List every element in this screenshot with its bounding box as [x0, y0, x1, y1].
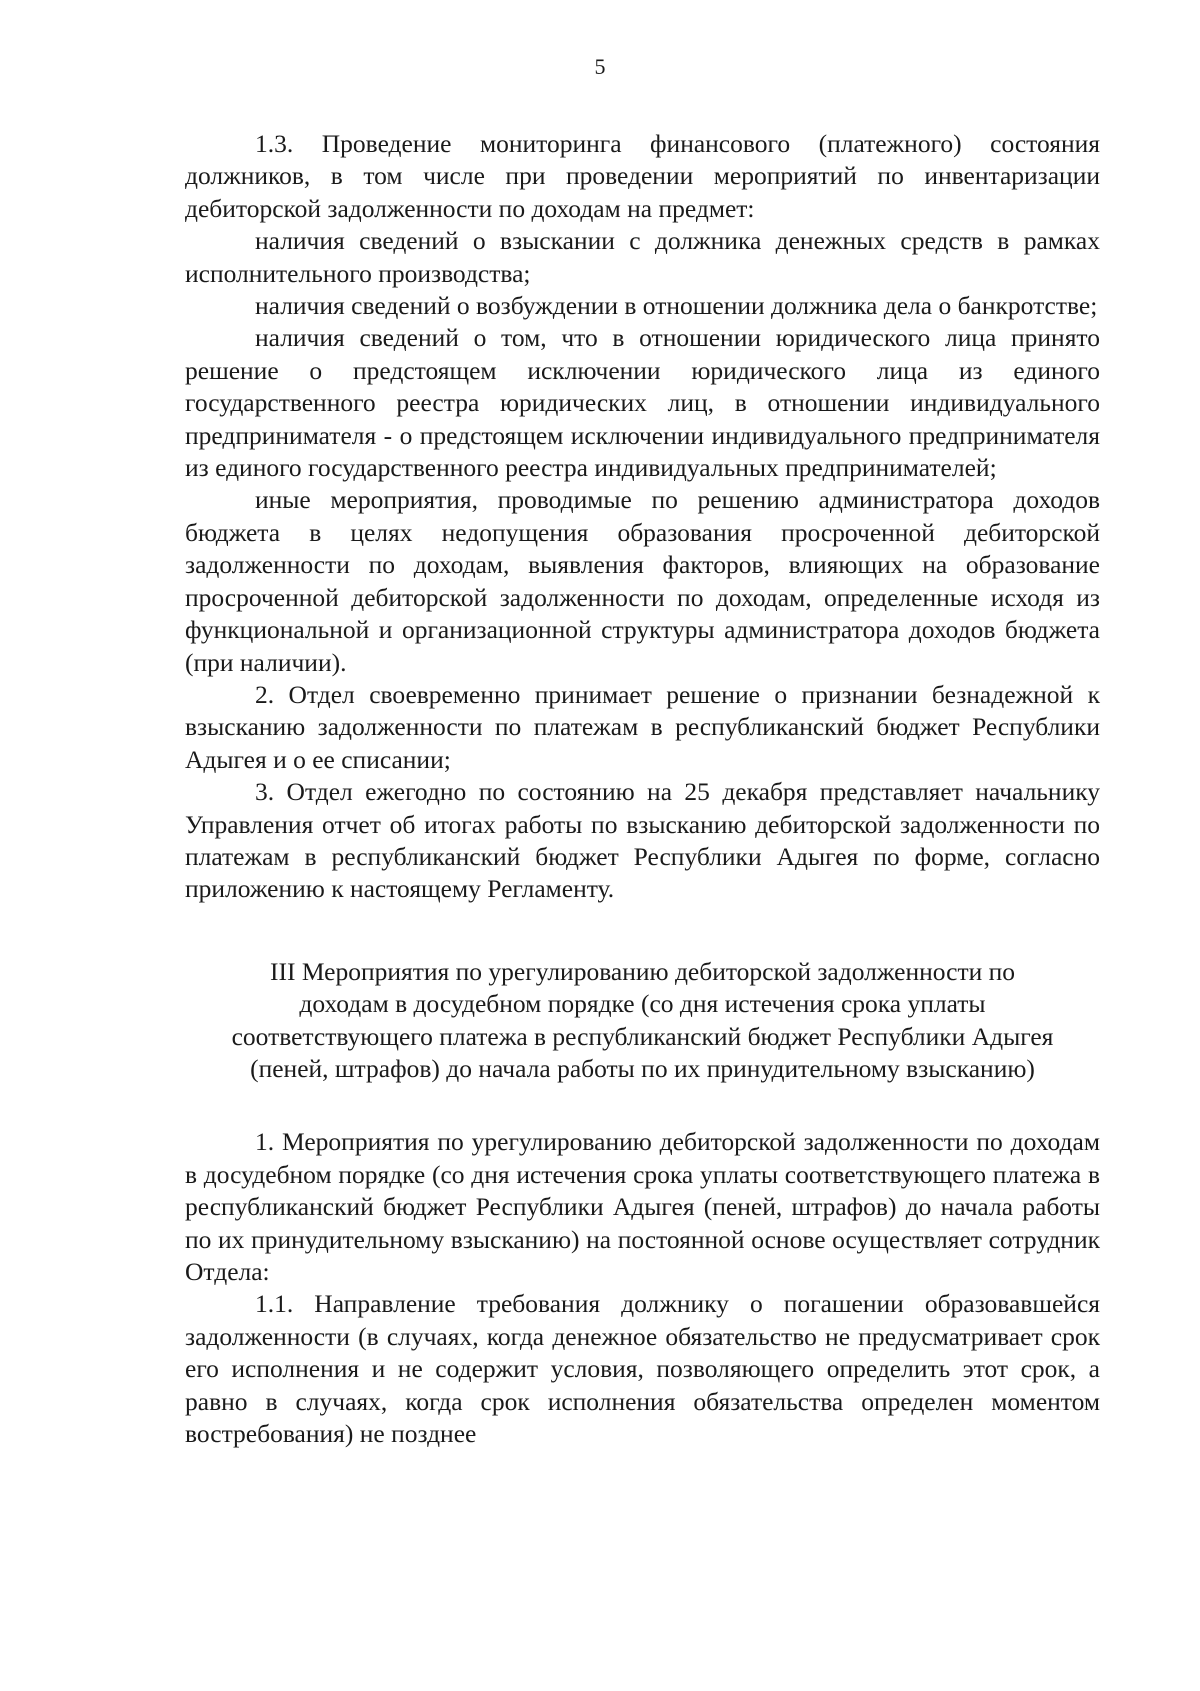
paragraph-3-annual-report: 3. Отдел ежегодно по состоянию на 25 декабря представляет начальнику Управления отчет об итогах работы по взысканию дебиторской задолженности по платежам в республиканский бюджет Республики Адыгея по форме, согласно приложению к настоящему Регламенту. [185, 777, 1100, 904]
paragraph-enforcement-info: наличия сведений о взыскании с должника денежных средств в рамках исполнительного производства; [185, 226, 1100, 288]
paragraph-exclusion-info: наличия сведений о том, что в отношении юридического лица принято решение о предстоящем исключении юридического лица из единого государственного реестра юридических лиц, в отношении индивидуального предпринимателя - о предстоящем исключении индивидуального предпринимателя из единого государственного реестра индивидуальных предпринимателей; [185, 323, 1100, 483]
paragraph-other-measures: иные мероприятия, проводимые по решению администратора доходов бюджета в целях недопущения образования просроченной дебиторской задолженности по доходам, выявления факторов, влияющих на образование просроченной дебиторской задолженности по доходам, определенные исходя из функциональной и организационной структуры администратора доходов бюджета (при наличии). [185, 485, 1100, 677]
paragraph-2-write-off: 2. Отдел своевременно принимает решение о признании безнадежной к взысканию задолженности по платежам в республиканский бюджет Республики Адыгея и о ее списании; [185, 679, 1100, 774]
section-3-heading: III Мероприятия по урегулированию дебиторской задолженности по доходам в досудебном порядке (со дня истечения срока уплаты соответствующего платежа в республиканский бюджет Республики Адыгея (пеней, штрафов) до начала работы по их принудительному взысканию) [231, 956, 1054, 1083]
document-body [185, 128, 1100, 1450]
paragraph-bankruptcy-info: наличия сведений о возбуждении в отношении должника дела о банкротстве; [255, 291, 1098, 321]
page-number: 5 [594, 54, 606, 79]
paragraph-iii-1-1-demand: 1.1. Направление требования должнику о погашении образовавшейся задолженности (в случаях, когда денежное обязательство не предусматривает срок его исполнения и не содержит условия, позволяющего определить этот срок, а равно в случаях, когда срок исполнения обязательства определен моментом востребования) не позднее [185, 1289, 1100, 1449]
paragraph-iii-1-measures: 1. Мероприятия по урегулированию дебиторской задолженности по доходам в досудебном порядке (со дня истечения срока уплаты соответствующего платежа в республиканский бюджет Республики Адыгея (пеней, штрафов) до начала работы по их принудительному взысканию) на постоянной основе осуществляет сотрудник Отдела: [185, 1127, 1100, 1286]
paragraph-1-3-monitoring: 1.3. Проведение мониторинга финансового (платежного) состояния должников, в том числе при проведении мероприятий по инвентаризации дебиторской задолженности по доходам на предмет: [185, 129, 1100, 223]
